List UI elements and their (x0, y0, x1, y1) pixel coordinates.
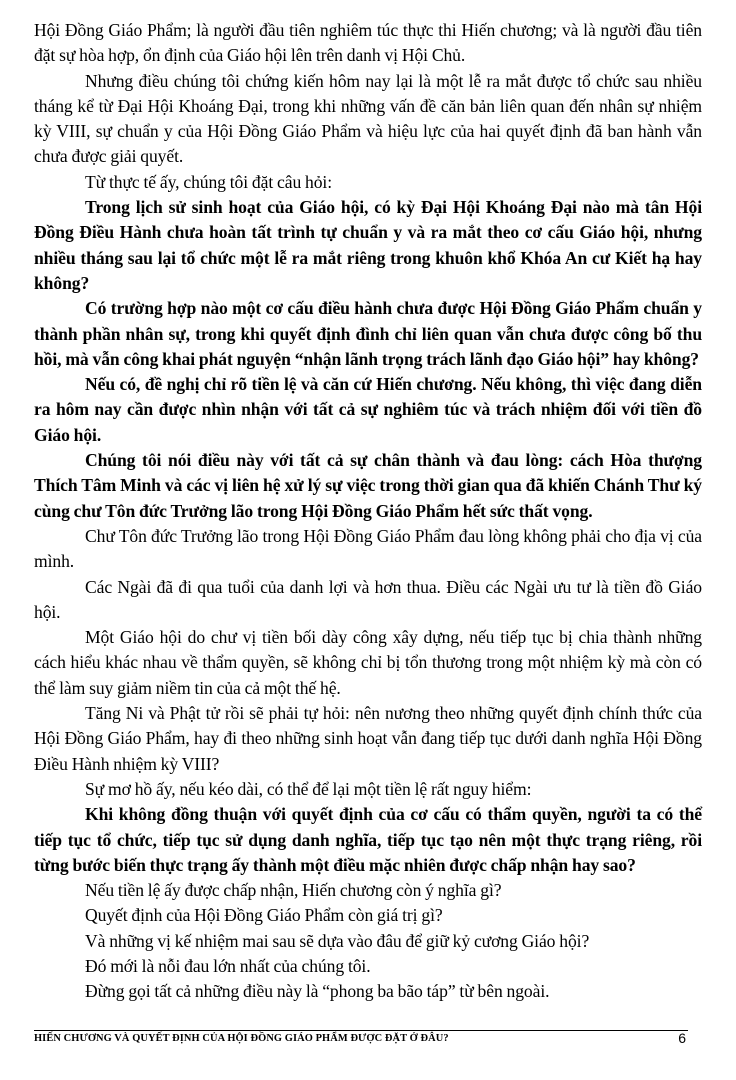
document-body (34, 18, 702, 1005)
page-number: 6 (678, 1030, 686, 1046)
paragraph-8: Chư Tôn đức Trưởng lão trong Hội Đồng Giáo Phẩm đau lòng không phải cho địa vị của mình. (34, 525, 702, 572)
paragraph-6: Nếu có, đề nghị chỉ rõ tiền lệ và căn cứ Hiến chương. Nếu không, thì việc đang diễn ra hôm nay cần được nhìn nhận với tất cả sự nghiêm túc và trách nhiệm đối với tiền đồ Giáo hội. (34, 374, 702, 445)
paragraph-18: Đừng gọi tất cả những điều này là “phong ba bão táp” từ bên ngoài. (85, 981, 550, 1002)
paragraph-2: Nhưng điều chúng tôi chứng kiến hôm nay lại là một lễ ra mắt được tổ chức sau nhiều tháng kể từ Đại Hội Khoáng Đại, trong khi những vấn đề căn bản liên quan đến nhân sự nhiệm kỳ VIII, sự chuẩn y của Hội Đồng Giáo Phẩm và hiệu lực của hai quyết định đã ban hành vẫn chưa được giải quyết. (34, 70, 702, 167)
paragraph-4: Trong lịch sử sinh hoạt của Giáo hội, có kỳ Đại Hội Khoáng Đại nào mà tân Hội Đồng Điều Hành chưa hoàn tất trình tự chuẩn y và ra mắt theo cơ cấu Giáo hội, nhưng nhiều tháng sau lại tổ chức một lễ ra mắt riêng trong khuôn khổ Khóa An cư Kiết hạ hay không? (34, 197, 702, 293)
footer-title: HIẾN CHƯƠNG VÀ QUYẾT ĐỊNH CỦA HỘI ĐỒNG GIÁO PHẨM ĐƯỢC ĐẶT Ở ĐÂU? (34, 1033, 449, 1044)
paragraph-3: Từ thực tế ấy, chúng tôi đặt câu hỏi: (85, 171, 333, 192)
paragraph-5: Có trường hợp nào một cơ cấu điều hành chưa được Hội Đồng Giáo Phẩm chuẩn y thành phần nhân sự, trong khi quyết định đình chỉ liên quan vẫn chưa được công bố thu hồi, mà vẫn công khai phát nguyện “nhận lãnh trọng trách lãnh đạo Giáo hội” hay không? (34, 298, 702, 369)
paragraph-11: Tăng Ni và Phật tử rồi sẽ phải tự hỏi: nên nương theo những quyết định chính thức của Hội Đồng Giáo Phẩm, hay đi theo những sinh hoạt vẫn đang tiếp tục dưới danh nghĩa Hội Đồng Điều Hành nhiệm kỳ VIII? (34, 703, 702, 774)
paragraph-10: Một Giáo hội do chư vị tiền bối dày công xây dựng, nếu tiếp tục bị chia thành những cách hiểu khác nhau về thẩm quyền, sẽ không chỉ bị tổn thương trong một nhiệm kỳ mà còn có thể làm suy giảm niềm tin của cả một thế hệ. (34, 627, 702, 698)
paragraph-14: Nếu tiền lệ ấy được chấp nhận, Hiến chương còn ý nghĩa gì? (85, 880, 502, 901)
paragraph-13: Khi không đồng thuận với quyết định của cơ cấu có thẩm quyền, người ta có thể tiếp tục tổ chức, tiếp tục sử dụng danh nghĩa, tiếp tục tạo nên một thực trạng riêng, rồi từng bước biến thực trạng ấy thành một điều mặc nhiên được chấp nhận hay sao? (34, 804, 702, 875)
footer-divider (34, 1030, 688, 1031)
paragraph-1: Hội Đồng Giáo Phẩm; là người đầu tiên nghiêm túc thực thi Hiến chương; và là người đầu tiên đặt sự hòa hợp, ổn định của Giáo hội lên trên danh vị Hội Chủ. (34, 20, 702, 66)
paragraph-16: Và những vị kế nhiệm mai sau sẽ dựa vào đâu để giữ kỷ cương Giáo hội? (85, 930, 590, 951)
paragraph-9: Các Ngài đã đi qua tuổi của danh lợi và hơn thua. Điều các Ngài ưu tư là tiền đồ Giáo hội. (34, 576, 702, 622)
paragraph-17: Đó mới là nỗi đau lớn nhất của chúng tôi. (85, 955, 371, 976)
paragraph-7: Chúng tôi nói điều này với tất cả sự chân thành và đau lòng: cách Hòa thượng Thích Tâm Minh và các vị liên hệ xử lý sự việc trong thời gian qua đã khiến Chánh Thư ký cùng chư Tôn đức Trưởng lão trong Hội Đồng Giáo Phẩm hết sức thất vọng. (34, 450, 702, 521)
paragraph-15: Quyết định của Hội Đồng Giáo Phẩm còn giá trị gì? (85, 905, 443, 926)
paragraph-12: Sự mơ hồ ấy, nếu kéo dài, có thể để lại một tiền lệ rất nguy hiểm: (85, 778, 532, 799)
